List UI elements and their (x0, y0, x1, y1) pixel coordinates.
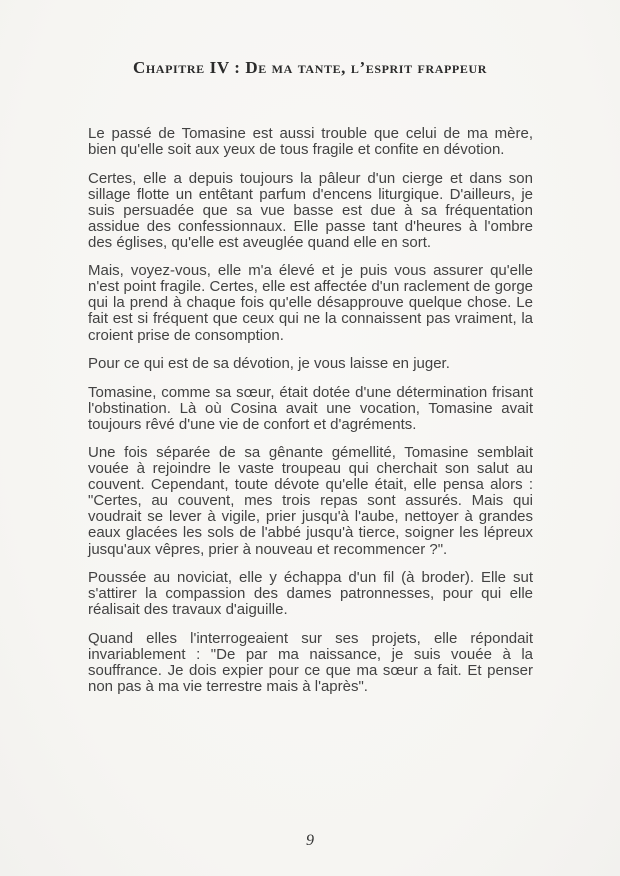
paragraph: Poussée au noviciat, elle y échappa d'un fil (à broder). Elle sut s'attirer la compassion des dames patronnesses, pour qui elle réalisait des travaux d'aiguille. (88, 569, 533, 619)
paragraph: Une fois séparée de sa gênante gémellité, Tomasine semblait vouée à rejoindre le vaste troupeau qui cherchait son salut au couvent. Cependant, toute dévote qu'elle était, elle pensa alors : "Certes, au couvent, mes trois repas sont assurés. Mais qui voudrait se lever à vigile, prier jusqu'à l'aube, nettoyer à grandes eaux glacées les sols de l'abbé jusqu'à tierce, soigner les lépreux jusqu'aux vêpres, prier à nouveau et recommencer ?". (88, 444, 533, 558)
paragraph: Le passé de Tomasine est aussi trouble que celui de ma mère, bien qu'elle soit aux yeux de tous fragile et confite en dévotion. (88, 125, 533, 159)
paragraph: Mais, voyez-vous, elle m'a élevé et je puis vous assurer qu'elle n'est point fragile. Certes, elle est affectée d'un raclement de gorge qui la prend à chaque fois qu'elle désapprouve quelque chose. Le fait est si fréquent que ceux qui ne la connaissent pas vraiment, la croient prise de consomption. (88, 262, 533, 344)
paragraph: Quand elles l'interrogeaient sur ses projets, elle répondait invariablement : "De par ma naissance, je suis vouée à la souffrance. Je dois expier pour ce que ma sœur a fait. Et penser non pas à ma vie terrestre mais à l'après". (88, 629, 533, 695)
paragraph: Certes, elle a depuis toujours la pâleur d'un cierge et dans son sillage flotte un entêtant parfum d'encens liturgique. D'ailleurs, je suis persuadée que sa vue basse est due à sa fréquentation assidue des confessionnaux. Elle passe tant d'heures à l'ombre des églises, qu'elle est aveuglée quand elle en sort. (88, 169, 533, 251)
paragraph: Pour ce qui est de sa dévotion, je vous laisse en juger. (88, 355, 450, 373)
page-body (88, 126, 533, 707)
chapter-title: Chapitre IV : De ma tante, l’esprit frappeur (133, 58, 487, 77)
paragraph: Tomasine, comme sa sœur, était dotée d'une détermination frisant l'obstination. Là où Cosina avait une vocation, Tomasine avait toujours rêvé d'une vie de confort et d'agréments. (88, 383, 533, 433)
page-number: 9 (306, 832, 314, 849)
